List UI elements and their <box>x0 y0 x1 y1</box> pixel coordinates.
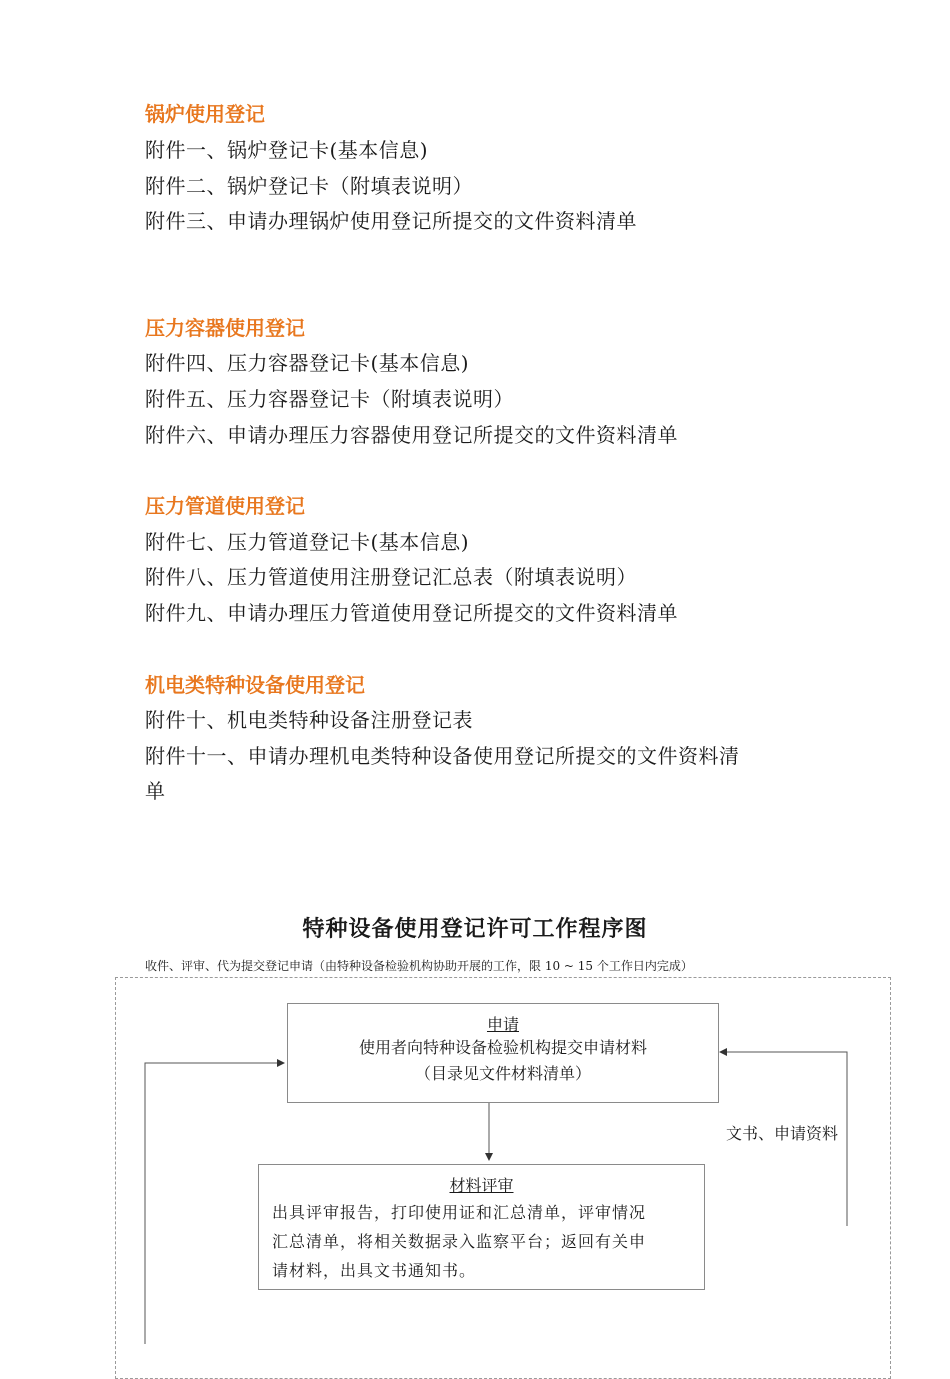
apply-box-line: 使用者向特种设备检验机构提交申请材料 <box>358 1038 647 1057</box>
attachment-item: 附件二、锅炉登记卡（附填表说明） <box>145 174 473 198</box>
attachment-item: 附件四、压力容器登记卡(基本信息) <box>145 351 470 375</box>
apply-box-line: （目录见文件材料清单） <box>414 1064 591 1083</box>
apply-box <box>287 1003 719 1103</box>
attachment-item: 附件八、压力管道使用注册登记汇总表（附填表说明） <box>145 565 637 589</box>
attachment-item: 附件一、锅炉登记卡(基本信息) <box>145 138 429 162</box>
diagram-note: 收件、评审、代为提交登记申请（由特种设备检验机构协助开展的工作，限 10 ~ 15 个工作日内完成） <box>145 959 693 973</box>
attachment-item: 附件九、申请办理压力管道使用登记所提交的文件资料清单 <box>145 601 678 625</box>
return-label: 文书、申请资料 <box>726 1124 839 1143</box>
section-title-electromechanical: 机电类特种设备使用登记 <box>145 673 365 697</box>
section-title-pressure-vessel: 压力容器使用登记 <box>145 316 305 340</box>
attachment-item: 附件十一、申请办理机电类特种设备使用登记所提交的文件资料清 <box>145 744 740 768</box>
apply-box-heading: 申请 <box>486 1015 519 1034</box>
review-box-line: 请材料，出具文书通知书。 <box>272 1261 477 1280</box>
review-box-line: 汇总清单，将相关数据录入监察平台；返回有关申 <box>272 1232 647 1251</box>
diagram-title: 特种设备使用登记许可工作程序图 <box>302 917 648 942</box>
section-title-pressure-pipe: 压力管道使用登记 <box>145 494 305 518</box>
attachment-item: 附件六、申请办理压力容器使用登记所提交的文件资料清单 <box>145 423 678 447</box>
section-title-boiler: 锅炉使用登记 <box>145 102 265 126</box>
attachment-item: 附件七、压力管道登记卡(基本信息) <box>145 530 470 554</box>
attachment-item: 附件五、压力容器登记卡（附填表说明） <box>145 387 514 411</box>
attachment-item: 附件十、机电类特种设备注册登记表 <box>145 708 473 732</box>
review-box <box>258 1164 705 1290</box>
review-box-line: 出具评审报告，打印使用证和汇总清单，评审情况 <box>272 1203 647 1222</box>
attachment-item-continuation: 单 <box>145 779 166 803</box>
review-box-heading: 材料评审 <box>449 1176 514 1195</box>
attachment-item: 附件三、申请办理锅炉使用登记所提交的文件资料清单 <box>145 209 637 233</box>
